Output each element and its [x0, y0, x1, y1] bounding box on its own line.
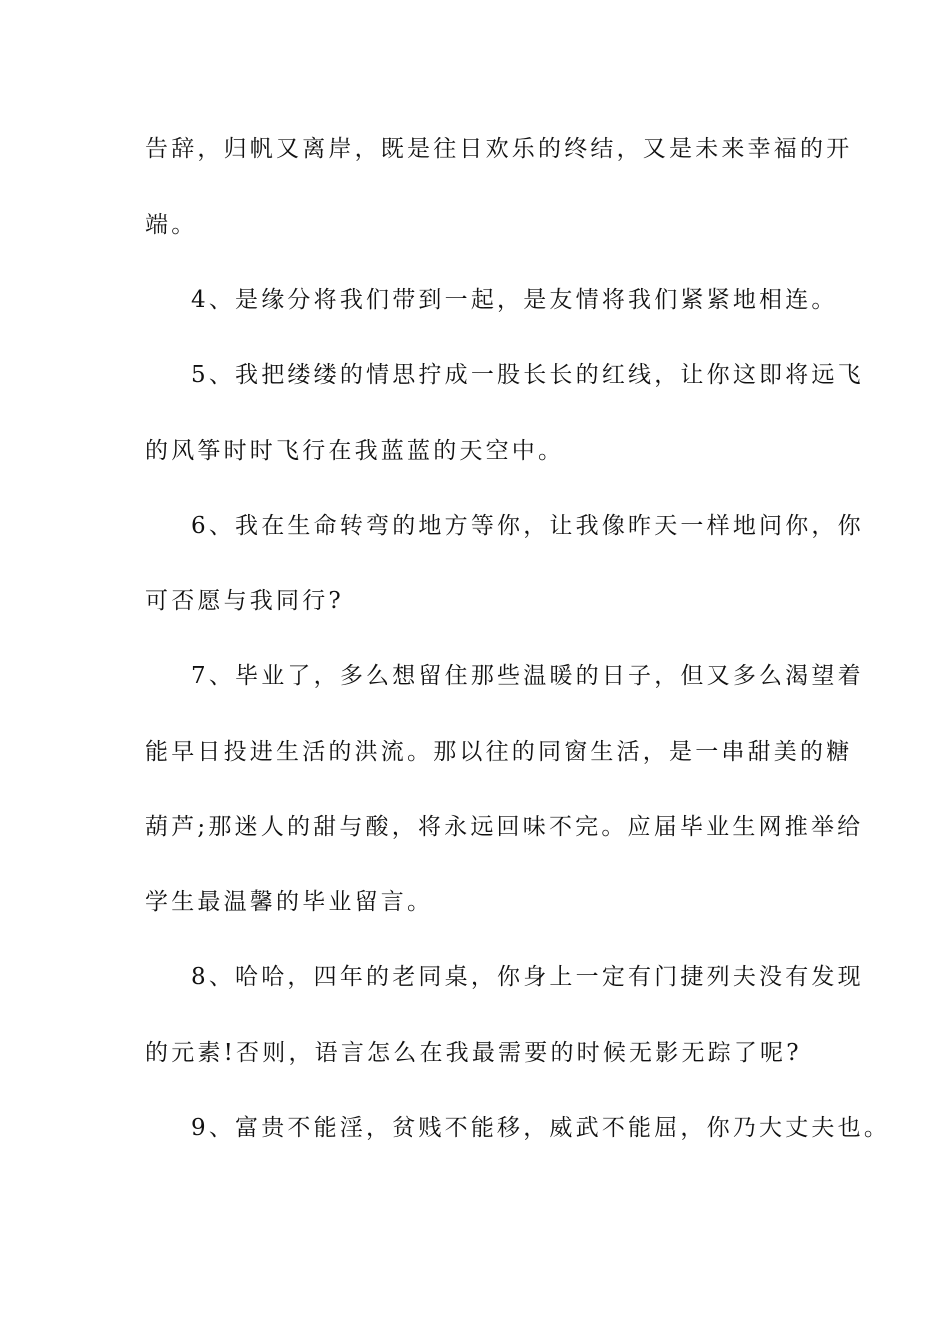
text-line: 能早日投进生活的洪流。那以往的同窗生活，是一串甜美的糖	[145, 739, 853, 765]
text-line: 葫芦;那迷人的甜与酸，将永远回味不完。应届毕业生网推举给	[145, 814, 864, 840]
text-line: 学生最温馨的毕业留言。	[145, 889, 434, 915]
text-line: 的元素!否则，语言怎么在我最需要的时候无影无踪了呢?	[145, 1040, 802, 1066]
text-line: 可否愿与我同行?	[145, 588, 344, 614]
text-line: 告辞，归帆又离岸，既是往日欢乐的终结，又是未来幸福的开	[145, 136, 853, 162]
paragraph-8-line: 8、哈哈，四年的老同桌，你身上一定有门捷列夫没有发现	[191, 964, 864, 990]
text-line: 的风筝时时飞行在我蓝蓝的天空中。	[145, 438, 565, 464]
paragraph-5-line: 5、我把缕缕的情思拧成一股长长的红线，让你这即将远飞	[191, 362, 864, 388]
paragraph-9-line: 9、富贵不能淫，贫贱不能移，威武不能屈，你乃大丈夫也。	[191, 1115, 891, 1141]
paragraph-7-line: 7、毕业了，多么想留住那些温暖的日子，但又多么渴望着	[191, 663, 864, 689]
paragraph-6-line: 6、我在生命转弯的地方等你，让我像昨天一样地问你，你	[191, 513, 864, 539]
paragraph-4-line: 4、是缘分将我们带到一起，是友情将我们紧紧地相连。	[191, 287, 838, 313]
text-line: 端。	[145, 212, 198, 238]
